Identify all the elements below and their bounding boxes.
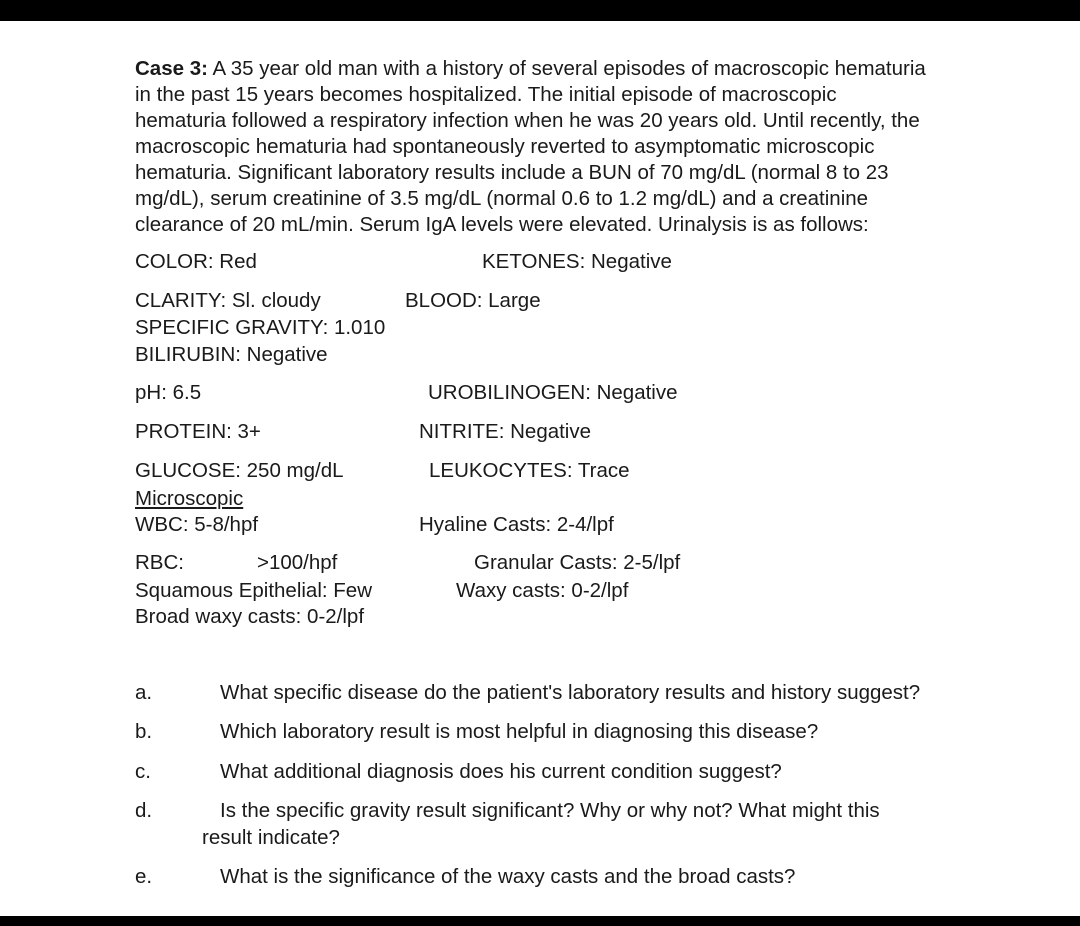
micro-squamous: Squamous Epithelial: Few [135, 579, 373, 602]
ua-leukocytes: LEUKOCYTES: Trace [429, 459, 630, 482]
top-black-bar [0, 0, 1080, 21]
micro-wbc: WBC: 5-8/hpf [135, 513, 259, 536]
question-e-letter: e. [135, 865, 153, 888]
case-line-7: clearance of 20 mL/min. Serum IgA levels were elevated. Urinalysis is as follows: [135, 213, 869, 236]
ua-protein: PROTEIN: 3+ [135, 420, 261, 443]
case-line-6: mg/dL), serum creatinine of 3.5 mg/dL (normal 0.6 to 1.2 mg/dL) and a creatinine [135, 187, 869, 210]
ua-bilirubin: BILIRUBIN: Negative [135, 343, 328, 366]
question-c-text: What additional diagnosis does his current condition suggest? [220, 760, 782, 783]
micro-rbc-label: RBC: [135, 551, 184, 574]
ua-nitrite: NITRITE: Negative [419, 420, 592, 443]
ua-glucose: GLUCOSE: 250 mg/dL [135, 459, 344, 482]
question-c-letter: c. [135, 760, 151, 783]
bottom-black-bar [0, 916, 1080, 926]
micro-waxy-casts: Waxy casts: 0-2/lpf [456, 579, 629, 602]
micro-hyaline-casts: Hyaline Casts: 2-4/lpf [419, 513, 614, 536]
ua-clarity: CLARITY: Sl. cloudy [135, 289, 321, 312]
question-a-letter: a. [135, 681, 153, 704]
case-line-3: hematuria followed a respiratory infection when he was 20 years old. Until recently, the [135, 109, 920, 132]
ua-ph: pH: 6.5 [135, 381, 202, 404]
micro-granular-casts: Granular Casts: 2-5/lpf [474, 551, 681, 574]
case-label: Case 3: [135, 57, 208, 80]
microscopic-heading: Microscopic [135, 487, 244, 510]
question-e-text: What is the significance of the waxy casts and the broad casts? [220, 865, 796, 888]
ua-specific-gravity: SPECIFIC GRAVITY: 1.010 [135, 316, 386, 339]
case-line-5: hematuria. Significant laboratory results include a BUN of 70 mg/dL (normal 8 to 23 [135, 161, 889, 184]
micro-broad-waxy-casts: Broad waxy casts: 0-2/lpf [135, 605, 365, 628]
question-b-letter: b. [135, 720, 153, 743]
case-line-4: macroscopic hematuria had spontaneously reverted to asymptomatic microscopic [135, 135, 875, 158]
question-b-text: Which laboratory result is most helpful in diagnosing this disease? [220, 720, 819, 743]
question-d-letter: d. [135, 799, 153, 822]
ua-color: COLOR: Red [135, 250, 257, 273]
ua-urobilinogen: UROBILINOGEN: Negative [428, 381, 678, 404]
question-a-text: What specific disease do the patient's laboratory results and history suggest? [220, 681, 921, 704]
case-line-2: in the past 15 years becomes hospitalized. The initial episode of macroscopic [135, 83, 837, 106]
case-line-1 [135, 56, 1035, 82]
case-description [135, 56, 1035, 238]
ua-blood: BLOOD: Large [405, 289, 541, 312]
micro-rbc-value: >100/hpf [257, 551, 338, 574]
question-d-text: Is the specific gravity result significant? Why or why not? What might this [220, 799, 880, 822]
case-text-1: A 35 year old man with a history of several episodes of macroscopic hematuria [207, 57, 926, 80]
question-d-continuation: result indicate? [202, 826, 340, 849]
ua-ketones: KETONES: Negative [482, 250, 672, 273]
